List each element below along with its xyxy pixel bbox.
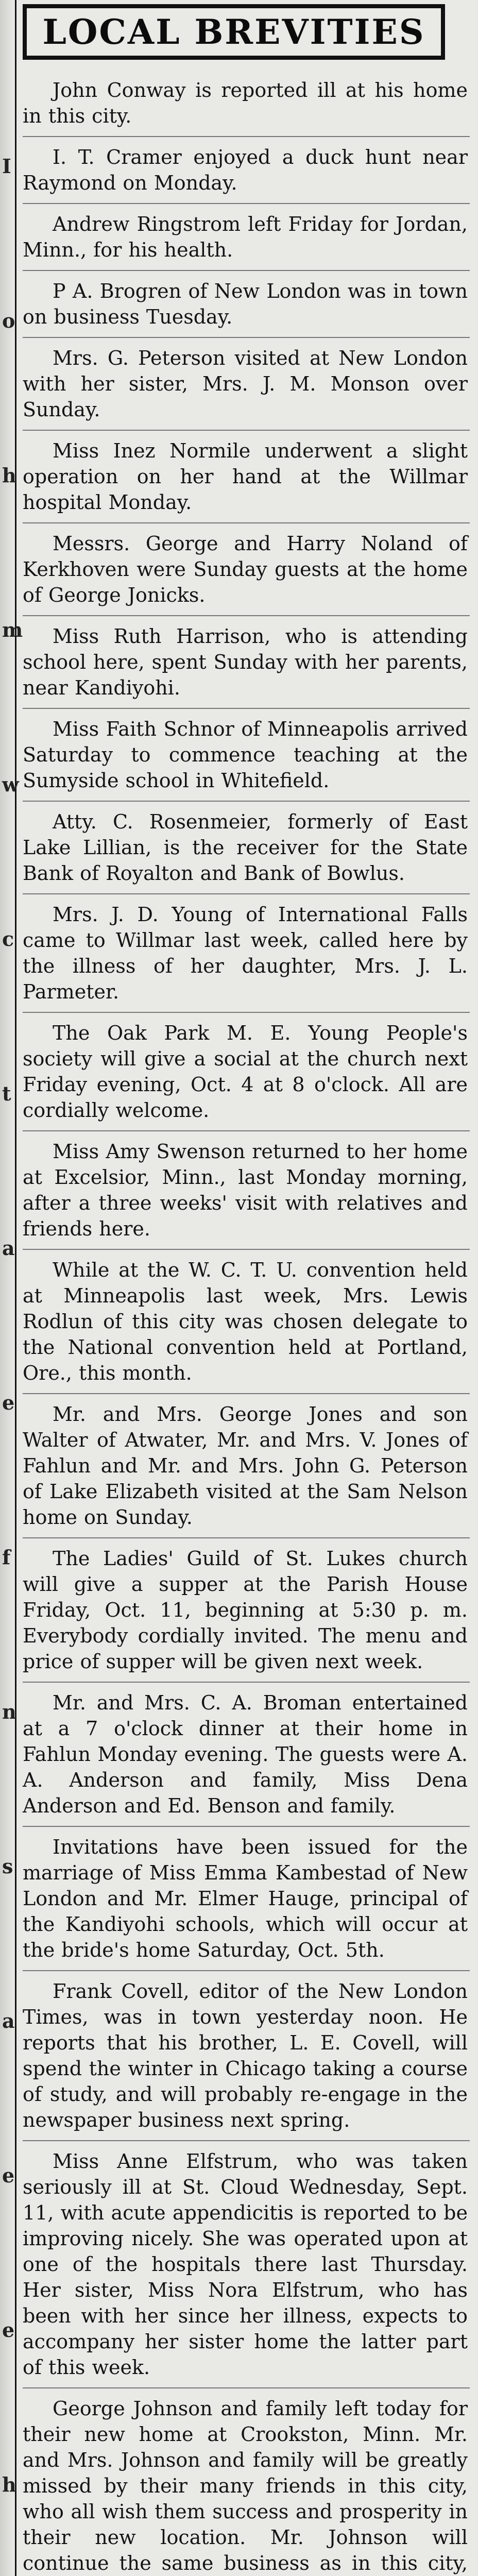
strip-letter: o <box>2 309 15 332</box>
item-separator <box>23 430 470 431</box>
item-separator <box>23 1393 470 1394</box>
strip-letter: c <box>2 927 14 951</box>
item-separator <box>23 615 470 616</box>
item-separator <box>23 1826 470 1827</box>
item-separator <box>23 522 470 523</box>
item-separator <box>23 1682 470 1683</box>
news-item: I. T. Cramer enjoyed a duck hunt near Raymond on Monday. <box>23 146 468 194</box>
strip-letter: s <box>2 1855 13 1878</box>
page-title: LOCAL BREVITIES <box>42 12 425 52</box>
news-item: Atty. C. Rosenmeier, formerly of East Lake Lillian, is the receiver for the State Bank of Royalton and Bank of Bowlus. <box>23 810 468 885</box>
item-separator <box>23 1537 470 1538</box>
news-item: Miss Ruth Harrison, who is attending school here, spent Sunday with her parents, near Kandiyohi. <box>23 625 468 699</box>
strip-letter: I <box>2 155 11 178</box>
adjacent-column-fragments <box>2 0 23 2576</box>
item-separator <box>23 337 470 338</box>
strip-letter: a <box>2 2009 15 2032</box>
news-item: Andrew Ringstrom left Friday for Jordan, Minn., for his health. <box>23 213 468 261</box>
news-item: Miss Faith Schnor of Minneapolis arrived Saturday to commence teaching at the Sumyside school in Whitefield. <box>23 718 468 792</box>
strip-letter: w <box>2 773 19 796</box>
item-separator <box>23 1249 470 1250</box>
news-column <box>23 0 470 2576</box>
news-item: George Johnson and family left today for their new home at Crookston, Minn. Mr. and Mrs. Johnson and family will be greatly missed by their many friends in this city, who all wish them success and prosperity in their new location. Mr. Johnson will continue the same business as in this city, <box>23 2397 468 2574</box>
item-separator <box>23 708 470 709</box>
left-margin-strip <box>0 0 23 2576</box>
item-separator <box>23 136 470 137</box>
item-separator <box>23 1970 470 1971</box>
item-separator <box>23 2387 470 2388</box>
strip-letter: n <box>2 1700 16 1723</box>
news-item: Miss Inez Normile underwent a slight operation on her hand at the Willmar hospital Monday. <box>23 439 468 514</box>
strip-letter: e <box>2 2318 15 2342</box>
brevities-list <box>23 77 470 2576</box>
strip-letter: a <box>2 1236 15 1260</box>
news-item: P A. Brogren of New London was in town on business Tuesday. <box>23 280 468 328</box>
news-item: Invitations have been issued for the marriage of Miss Emma Kambestad of New London and Mr. Elmer Hauge, principal of the Kandiyohi schools, which will occur at the bride's home Saturday, Oct. 5th. <box>23 1836 468 1961</box>
strip-letter: e <box>2 2164 15 2187</box>
news-item: Mrs. G. Peterson visited at New London with her sister, Mrs. J. M. Monson over Sunday. <box>23 347 468 421</box>
news-item: Mr. and Mrs. C. A. Broman entertained at a 7 o'clock dinner at their home in Fahlun Monday evening. The guests were A. A. Anderson and family, Miss Dena Anderson and Ed. Benson and family. <box>23 1691 468 1817</box>
item-separator <box>23 1012 470 1013</box>
news-item: Mr. and Mrs. George Jones and son Walter of Atwater, Mr. and Mrs. V. Jones of Fahlun and Mr. and Mrs. John G. Peterson of Lake Elizabeth visited at the Sam Nelson home on Sunday. <box>23 1403 468 1529</box>
news-item: The Ladies' Guild of St. Lukes church will give a supper at the Parish House Friday, Oct. 11, beginning at 5:30 p. m. Everybody cordially invited. The menu and price of supper will be given next week. <box>23 1547 468 1673</box>
strip-letter: e <box>2 1391 15 1414</box>
item-separator <box>23 2140 470 2141</box>
news-item: Miss Anne Elfstrum, who was taken seriously ill at St. Cloud Wednesday, Sept. 11, with acute appendicitis is reported to be improving nicely. She was operated upon at one of the hospitals there last Thursday. Her sister, Miss Nora Elfstrum, who has been with her since her illness, expects to accompany her sister home the latter part of this week. <box>23 2150 468 2379</box>
news-item: The Oak Park M. E. Young People's society will give a social at the church next Friday evening, Oct. 4 at 8 o'clock. All are cordially welcome. <box>23 1022 468 1122</box>
news-item: Frank Covell, editor of the New London Times, was in town yesterday noon. He reports that his brother, L. E. Covell, will spend the winter in Chicago taking a course of study, and will probably re-engage in the newspaper business next spring. <box>23 1980 468 2131</box>
item-separator <box>23 1130 470 1131</box>
item-separator <box>23 801 470 802</box>
news-item: Messrs. George and Harry Noland of Kerkhoven were Sunday guests at the home of George Jonicks. <box>23 532 468 606</box>
news-item: Mrs. J. D. Young of International Falls came to Willmar last week, called here by the illness of her daughter, Mrs. J. L. Parmeter. <box>23 903 468 1003</box>
strip-letter: t <box>2 1082 11 1105</box>
item-separator <box>23 893 470 894</box>
item-separator <box>23 203 470 204</box>
strip-letter: m <box>2 618 23 641</box>
item-separator <box>23 270 470 271</box>
news-item: Miss Amy Swenson returned to her home at Excelsior, Minn., last Monday morning, after a three weeks' visit with relatives and friends here. <box>23 1140 468 1240</box>
strip-letter: h <box>2 464 16 487</box>
strip-letter: f <box>2 1546 11 1569</box>
news-item: John Conway is reported ill at his home in this city. <box>23 79 468 127</box>
news-item: While at the W. C. T. U. convention held at Minneapolis last week, Mrs. Lewis Rodlun of this city was chosen delegate to the National convention held at Portland, Ore., this month. <box>23 1259 468 1384</box>
strip-letter: h <box>2 2473 16 2496</box>
